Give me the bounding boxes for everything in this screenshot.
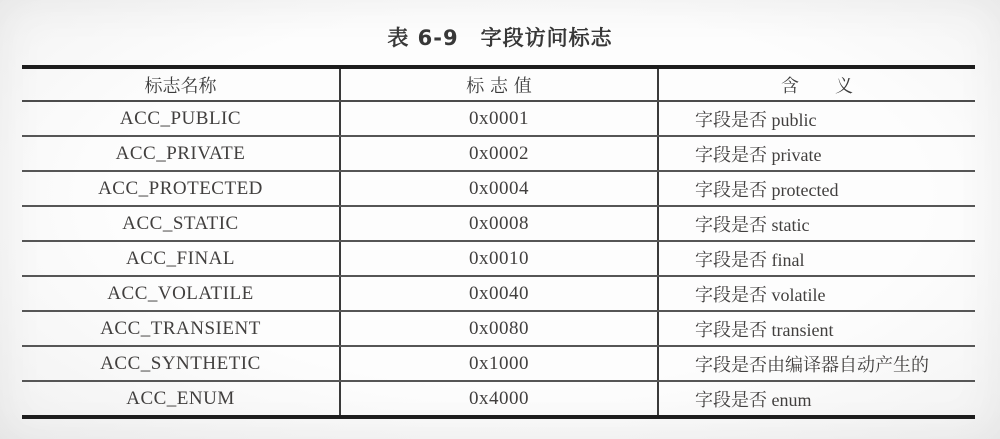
header-row bbox=[22, 67, 975, 101]
flag-meaning-cell: 字段是否 final bbox=[658, 241, 975, 276]
flag-value-cell: 0x0040 bbox=[340, 276, 658, 311]
table-row bbox=[22, 171, 975, 206]
table-row bbox=[22, 346, 975, 381]
col-header-flag-meaning: 含 义 bbox=[658, 67, 975, 101]
col-header-flag-name: 标志名称 bbox=[22, 67, 340, 101]
flag-meaning-cell: 字段是否 protected bbox=[658, 171, 975, 206]
table-row bbox=[22, 276, 975, 311]
flag-value-cell: 0x0080 bbox=[340, 311, 658, 346]
table-row bbox=[22, 206, 975, 241]
flag-meaning-cell: 字段是否 public bbox=[658, 101, 975, 136]
flag-value-cell: 0x0010 bbox=[340, 241, 658, 276]
flag-value-cell: 0x0001 bbox=[340, 101, 658, 136]
flag-name-cell: ACC_ENUM bbox=[22, 381, 340, 417]
flag-name-cell: ACC_PRIVATE bbox=[22, 136, 340, 171]
flag-name-cell: ACC_SYNTHETIC bbox=[22, 346, 340, 381]
flag-name-cell: ACC_PUBLIC bbox=[22, 101, 340, 136]
table-row bbox=[22, 381, 975, 417]
flag-meaning-cell: 字段是否 enum bbox=[658, 381, 975, 417]
table-row bbox=[22, 136, 975, 171]
table-row bbox=[22, 311, 975, 346]
flag-meaning-cell: 字段是否 volatile bbox=[658, 276, 975, 311]
flag-name-cell: ACC_TRANSIENT bbox=[22, 311, 340, 346]
flag-value-cell: 0x1000 bbox=[340, 346, 658, 381]
table-row bbox=[22, 101, 975, 136]
flag-value-cell: 0x4000 bbox=[340, 381, 658, 417]
flag-name-cell: ACC_STATIC bbox=[22, 206, 340, 241]
col-header-flag-value: 标 志 值 bbox=[340, 67, 658, 101]
flag-meaning-cell: 字段是否 transient bbox=[658, 311, 975, 346]
flag-value-cell: 0x0002 bbox=[340, 136, 658, 171]
flag-meaning-cell: 字段是否由编译器自动产生的 bbox=[658, 346, 975, 381]
table-row bbox=[22, 241, 975, 276]
field-access-flags-table bbox=[22, 65, 975, 419]
flag-meaning-cell: 字段是否 static bbox=[658, 206, 975, 241]
flag-name-cell: ACC_PROTECTED bbox=[22, 171, 340, 206]
flag-name-cell: ACC_VOLATILE bbox=[22, 276, 340, 311]
flag-value-cell: 0x0008 bbox=[340, 206, 658, 241]
table-caption: 表 6-9 字段访问标志 bbox=[387, 26, 613, 50]
flag-value-cell: 0x0004 bbox=[340, 171, 658, 206]
flag-meaning-cell: 字段是否 private bbox=[658, 136, 975, 171]
flag-name-cell: ACC_FINAL bbox=[22, 241, 340, 276]
